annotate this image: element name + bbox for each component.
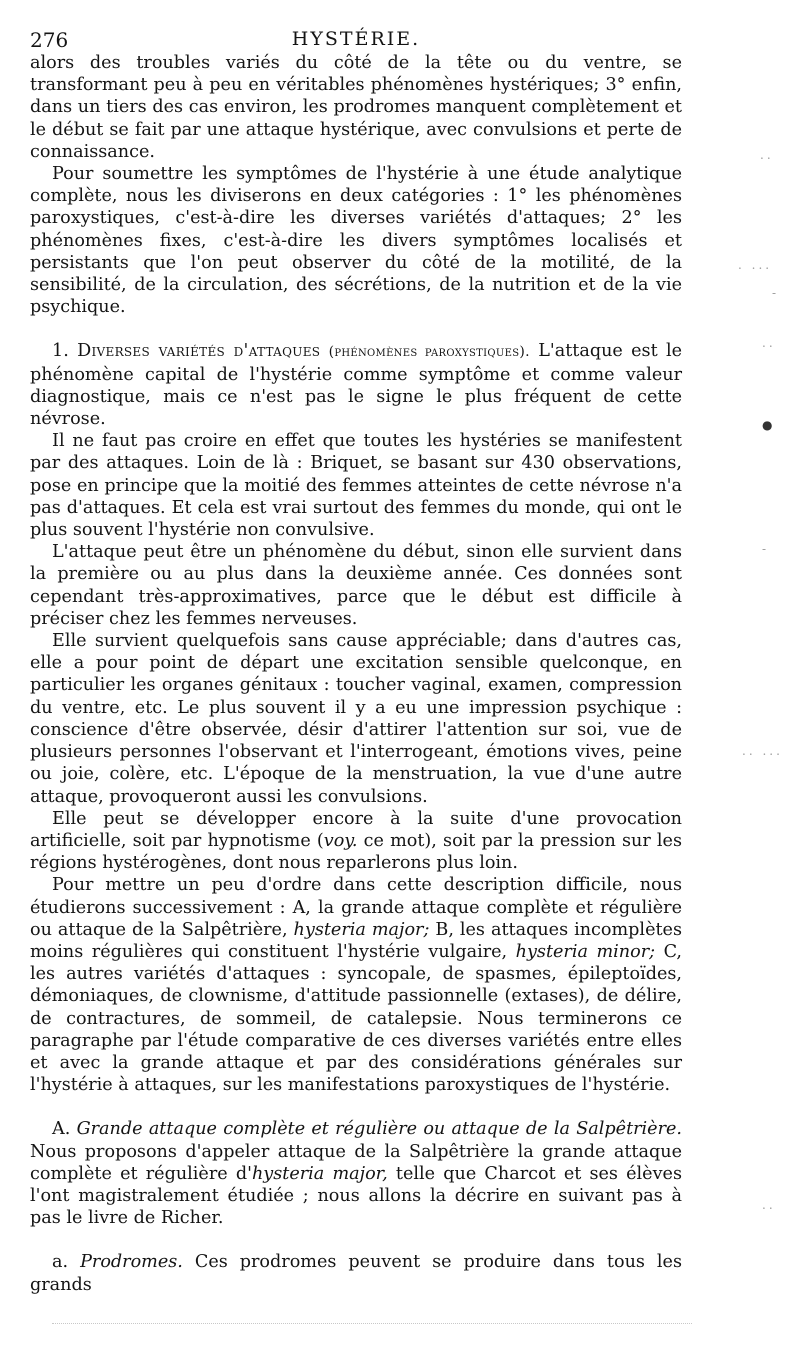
subsection-letter: a. [52, 1252, 69, 1273]
section-heading: Diverses variétés d'attaques [77, 341, 321, 362]
text-run: Nous proposons d'appeler attaque de la Salpêtrière la grande attaque complète et régulière d' [30, 1141, 682, 1184]
paragraph-continuation: alors des troubles variés du côté de la tête ou du ventre, se transformant peu à peu en véritables phénomènes hystériques; 3° enfin, dans un tiers des cas environ, les prodromes manquent complètement et le début se fait par une attaque hystérique, avec convulsions et perte de connaissance. [30, 53, 682, 162]
text-run: telle que Charcot et ses élèves l'ont magistralement étudiée ; nous allons la décrire en suivant pas à pas le livre de Richer. [30, 1163, 682, 1229]
document-page [30, 22, 682, 1296]
subsection-letter: A. [52, 1119, 71, 1140]
paragraph-briquet: Il ne faut pas croire en effet que toutes les hystéries se manifestent par des attaques. Loin de là : Briquet, se basant sur 430 observations, pose en principe que la moitié des femmes atteintes de cette névrose n'a pas d'attaques. Et cela est vrai surtout des femmes du monde, qui ont le plus souvent l'hystérie non convulsive. [30, 431, 682, 541]
text-run: Elle peut se développer encore à la suite d'une provocation artificielle, soit par hypnotisme ( [30, 808, 682, 851]
section-text: L'attaque est le phénomène capital de l'hystérie comme symptôme et comme valeur diagnostique, mais ce n'est pas le signe le plus fréquent de cette névrose. [30, 341, 682, 430]
italic-run: hysteria major, [251, 1163, 388, 1184]
text-run: ce mot), soit par la pression sur les régions hystérogènes, dont nous reparlerons plus loin. [30, 830, 682, 874]
section-number: 1. [52, 341, 69, 362]
margin-mark: . ... [738, 258, 773, 272]
page-number: 276 [30, 28, 69, 52]
section-subheading: (phénomènes paroxystiques). [328, 344, 530, 361]
paragraph-causes: Elle survient quelquefois sans cause appréciable; dans d'autres cas, elle a pour point de départ une excitation sensible quelconque, en particulier les organes génitaux : toucher vaginal, examen, compression du ventre, etc. Le plus souvent il y a eu une impression psychique : conscience d'être observée, désir d'attirer l'attention sur soi, vue de plusieurs personnes l'observant et l'interrogeant, émotions vives, peine ou joie, colère, etc. L'époque de la menstruation, la vue d'une autre attaque, provoqueront aussi les convulsions. [30, 631, 682, 807]
subsection-heading: Grande attaque complète et régulière ou attaque de la Salpêtrière. [76, 1119, 682, 1140]
margin-mark: .. [762, 1198, 776, 1212]
italic-run: voy. [323, 830, 358, 851]
margin-mark: .. ... [742, 744, 783, 758]
paragraph-debut: L'attaque peut être un phénomène du début, sinon elle survient dans la première ou au plus dans la deuxième année. Ces données sont cependant très-approximatives, parce que le début est difficile à préciser chez les femmes nerveuses. [30, 542, 682, 629]
paragraph-section-1 [30, 340, 682, 430]
paragraph-subsection-a [30, 1118, 682, 1229]
margin-mark: - [762, 542, 770, 556]
text-run: C, les autres variétés d'attaques : syncopale, de spasmes, épileptoïdes, démoniaques, de clownisme, d'attitude passionnelle (extases), de délire, de contractures, de sommeil, de catalepsie. Nous terminerons ce paragraphe par l'étude comparative de ces diverses variétés entre elles et avec la grande attaque et par des considérations générales sur l'hystérie à attaques, sur les manifestations paroxystiques de l'hystérie. [30, 941, 682, 1096]
paragraph-prodromes [30, 1251, 682, 1295]
margin-mark: .. [762, 336, 776, 350]
text-run: Pour mettre un peu d'ordre dans cette description difficile, nous étudierons successivement : A, la grande attaque complète et régulière ou attaque de la Salpêtrière, [30, 875, 682, 940]
margin-bullet-icon: ● [762, 418, 773, 432]
body-text [30, 52, 682, 1296]
margin-mark: - [772, 286, 780, 300]
paragraph-categories: Pour soumettre les symptômes de l'hystérie à une étude analytique complète, nous les diviserons en deux catégories : 1° les phénomènes paroxystiques, c'est-à-dire les diverses variétés d'attaques; 2° les phénomènes fixes, c'est-à-dire les divers symptômes localisés et persistants que l'on peut observer du côté de la motilité, de la sensibilité, de la circulation, des sécrétions, de la nutrition et de la vie psychique. [30, 164, 682, 318]
text-run: B, les attaques incomplètes moins régulières qui constituent l'hystérie vulgaire, [30, 919, 682, 962]
text-run: Ces prodromes peuvent se produire dans tous les grands [30, 1252, 682, 1295]
italic-run: hysteria minor; [515, 941, 656, 962]
running-title: HYSTÉRIE. [291, 28, 421, 50]
italic-run: hysteria major; [293, 919, 430, 940]
page-header [30, 22, 682, 52]
paragraph-plan [30, 874, 682, 1096]
subsection-heading: Prodromes. [80, 1252, 183, 1273]
paragraph-provocation [30, 808, 682, 875]
margin-mark: .. [760, 148, 774, 162]
bleed-through-line [52, 1323, 692, 1325]
